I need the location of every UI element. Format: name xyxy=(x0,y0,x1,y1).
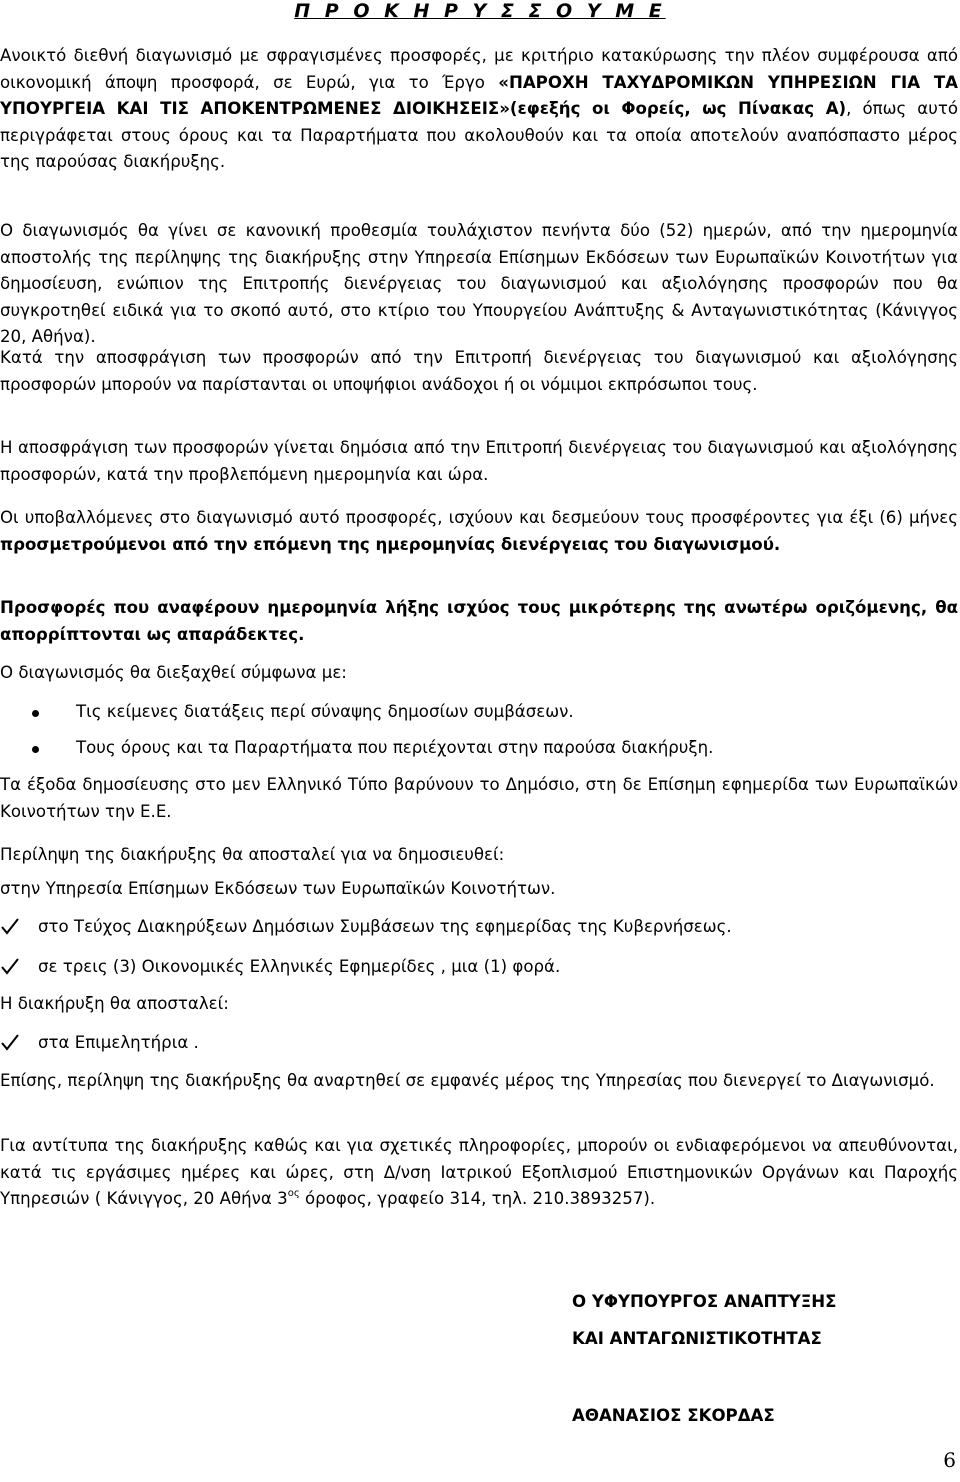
opening-attendance-paragraph: Κατά την αποσφράγιση των προσφορών από την Επιτροπή διενέργειας του διαγωνισμού και αξιολόγησης προσφορών μπορούν να παρίστανται οι υποψήφιοι ανάδοχοι ή οι νόμιμοι εκπρόσωποι τους. xyxy=(0,348,958,394)
eu-office-paragraph: στην Υπηρεσία Επίσημων Εκδόσεων των Ευρωπαϊκών Κοινοτήτων. xyxy=(0,879,556,898)
checkmark-icon xyxy=(0,916,20,936)
list-item-text: στα Επιμελητήρια . xyxy=(38,1033,199,1052)
list-item-text: Τους όρους και τα Παραρτήματα που περιέχονται στην παρούσα διακήρυξη. xyxy=(76,738,714,757)
checkmark-icon xyxy=(0,956,20,976)
contact-paragraph xyxy=(0,1133,958,1213)
list-item-text: Τις κείμενες διατάξεις περί σύναψης δημοσίων συμβάσεων. xyxy=(76,702,574,721)
intro-text-end: , όπως αυτό περιγράφεται στους όρους και τα Παραρτήματα που ακολουθούν και τα οποία αποτελούν αναπόσπαστο μέρος της παρούσας διακήρυξης. xyxy=(0,99,958,171)
floor-superscript: ος xyxy=(287,1188,300,1199)
posting-paragraph: Επίσης, περίληψη της διακήρυξης θα αναρτηθεί σε εμφανές μέρος της Υπηρεσίας που διενεργεί το Διαγωνισμό. xyxy=(0,1071,935,1090)
publication-costs-paragraph: Τα έξοδα δημοσίευσης στο μεν Ελληνικό Τύπο βαρύνουν το Δημόσιο, στη δε Επίσημη εφημερίδα των Ευρωπαϊκών Κοινοτήτων την Ε.Ε. xyxy=(0,775,958,821)
page-title: Π Ρ Ο Κ Η Ρ Υ Σ Σ Ο Υ Μ Ε xyxy=(294,0,666,22)
conducted-according-paragraph: Ο διαγωνισμός θα διεξαχθεί σύμφωνα με: xyxy=(0,663,347,682)
checkmark-icon xyxy=(0,1032,20,1052)
summary-sent-paragraph: Περίληψη της διακήρυξης θα αποσταλεί για να δημοσιευθεί: xyxy=(0,845,505,864)
list-item-text: στο Τεύχος Διακηρύξεων Δημόσιων Συμβάσεων της εφημερίδας της Κυβερνήσεως. xyxy=(38,917,732,936)
list-item-text: σε τρεις (3) Οικονομικές Ελληνικές Εφημερίδες , μια (1) φορά. xyxy=(38,957,561,976)
project-title: «ΠΑΡΟΧΗ ΤΑΧΥΔΡΟΜΙΚΩΝ ΥΠΗΡΕΣΙΩΝ ΓΙΑ ΤΑ ΥΠΟΥΡΓΕΙΑ ΚΑΙ ΤΙΣ ΑΠΟΚΕΝΤΡΩΜΕΝΕΣ ΔΙΟΙΚΗΣΕΙΣ»(εφεξής οι Φορείς, ως Πίνακας Α) xyxy=(0,72,958,118)
signatory-title-line2: ΚΑΙ ΑΝΤΑΓΩΝΙΣΤΙΚΟΤΗΤΑΣ xyxy=(572,1329,822,1348)
intro-text: Ανοικτό διεθνή διαγωνισμό με σφραγισμένες προσφορές, με κριτήριο κατακύρωσης την πλέον συμφέρουσα από οικονομική άποψη προσφορά, σε Ευρώ, για το Έργο xyxy=(0,46,958,92)
intro-paragraph xyxy=(0,43,958,176)
signatory-name: ΑΘΑΝΑΣΙΟΣ ΣΚΟΡΔΑΣ xyxy=(572,1406,775,1425)
page-number: 6 xyxy=(943,1448,956,1472)
contact-text: Για αντίτυπα της διακήρυξης καθώς και για σχετικές πληροφορίες, μπορούν οι ενδιαφερόμενοι να απευθύνονται, κατά τις εργάσιμες ημέρες και ώρες, στη Δ/νση Ιατρικού Εξοπλισμού Επιστημονικών Οργάνων και Παροχής Υπηρεσιών ( Κάνιγγος, 20 Αθήνα 3 xyxy=(0,1136,958,1208)
bullet-icon xyxy=(32,746,39,753)
bullet-icon xyxy=(32,710,39,717)
rejection-paragraph: Προσφορές που αναφέρουν ημερομηνία λήξης ισχύος τους μικρότερης της ανωτέρω οριζόμενης, θα απορρίπτονται ως απαράδεκτες. xyxy=(0,598,958,644)
signatory-title-line1: Ο ΥΦΥΠΟΥΡΓΟΣ ΑΝΑΠΤΥΞΗΣ xyxy=(572,1292,837,1311)
contact-text-end: όροφος, γραφείο 314, τηλ. 210.3893257). xyxy=(299,1189,656,1208)
notice-sent-paragraph: Η διακήρυξη θα αποσταλεί: xyxy=(0,994,229,1013)
validity-text: Οι υποβαλλόμενες στο διαγωνισμό αυτό προσφορές, ισχύουν και δεσμεύουν τους προσφέροντες για έξι (6) μήνες xyxy=(0,508,958,527)
procedure-paragraph: Ο διαγωνισμός θα γίνει σε κανονική προθεσμία τουλάχιστον πενήντα δύο (52) ημερών, από την ημερομηνία αποστολής της περίληψης της διακήρυξης στην Υπηρεσία Επίσημων Εκδόσεων των Ευρωπαϊκών Κοινοτήτων για δημοσίευση, ενώπιον της Επιτροπής διενέργειας του διαγωνισμού και αξιολόγησης προσφορών που θα συγκροτηθεί ειδικά για το σκοπό αυτό, στο κτίριο του Υπουργείου Ανάπτυξης & Ανταγωνιστικότητας (Κάνιγγος 20, Αθήνα). xyxy=(0,221,958,346)
validity-paragraph xyxy=(0,505,958,558)
validity-bold-text: προσμετρούμενοι από την επόμενη της ημερομηνίας διενέργειας του διαγωνισμού. xyxy=(0,534,781,554)
public-opening-paragraph: Η αποσφράγιση των προσφορών γίνεται δημόσια από την Επιτροπή διενέργειας του διαγωνισμού και αξιολόγησης προσφορών, κατά την προβλεπόμενη ημερομηνία και ώρα. xyxy=(0,438,958,484)
